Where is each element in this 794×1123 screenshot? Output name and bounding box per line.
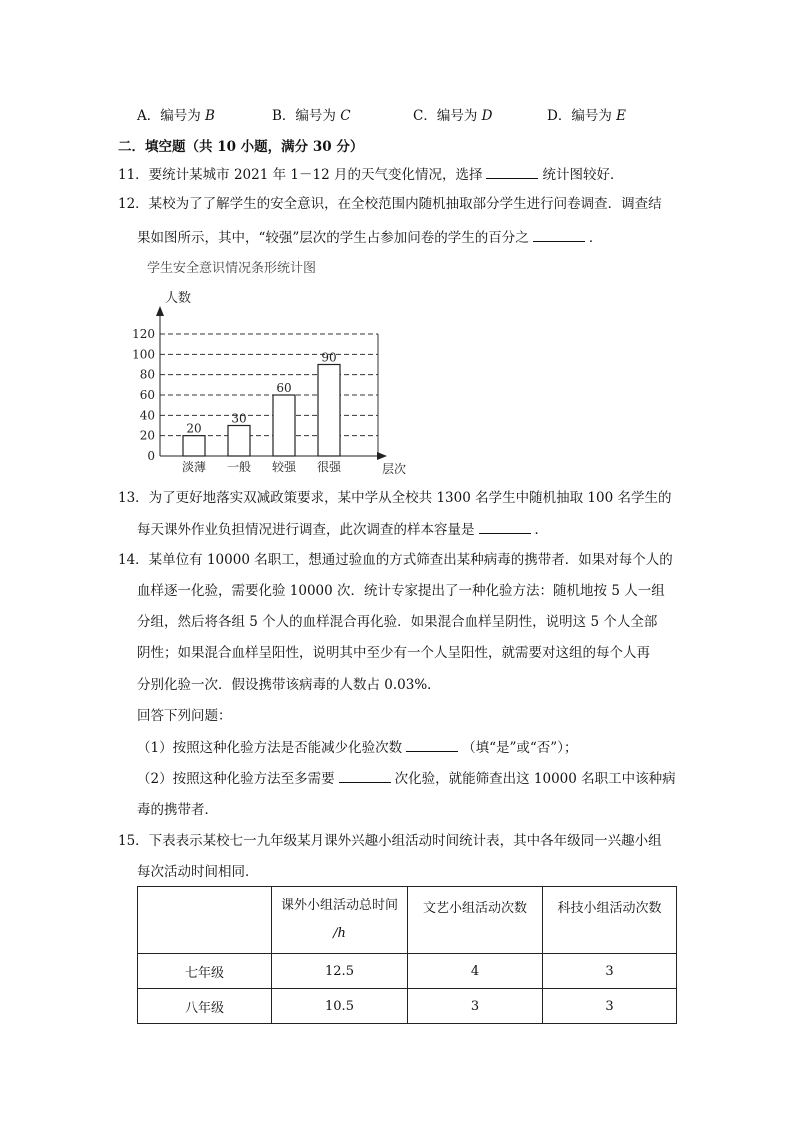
bar-一般 [228,426,250,457]
table-header-cell: 文艺小组活动次数 [408,887,543,954]
y-tick-label: 100 [132,347,155,362]
q14-sub1-blank[interactable] [406,737,458,752]
y-tick-label: 0 [147,449,155,463]
question-13-line2 [137,519,548,540]
bar-较强 [273,395,295,456]
q11-text-before: 11．要统计某城市 2021 年 1－12 月的天气变化情况，选择 [118,167,483,183]
table-cell: 3 [408,989,543,1024]
section-title: 二．填空题（共 10 小题，满分 30 分） [118,139,364,155]
option-b-label: B．编号为 [272,108,341,124]
x-tick-label: 很强 [316,460,342,474]
table-cell: 3 [543,954,677,989]
activity-table [137,886,677,1024]
table-row [138,989,677,1024]
option-a-var: B [205,108,215,124]
q14-sub1-after: （填“是”或“否”）； [462,740,578,756]
question-11 [118,164,623,185]
q12-text-after: ． [588,230,603,246]
bar-chart [132,256,420,478]
q14-sub2-before: （2）按照这种化验方法至多需要 [137,771,335,787]
bar-value-label: 20 [186,421,202,436]
x-tick-label: 较强 [271,460,297,474]
question-14-sub1 [137,737,577,758]
q14-sub2-blank[interactable] [339,768,391,783]
option-b-var: C [340,108,351,124]
header-unit: /h [333,926,346,941]
option-b [272,104,351,124]
q13-answer-blank[interactable] [479,519,531,534]
table-header-cell: 科技小组活动次数 [543,887,677,954]
bar-value-label: 30 [231,411,247,426]
y-tick-label: 80 [139,367,155,382]
table-cell: 4 [408,954,543,989]
option-c [413,104,492,124]
y-tick-label: 20 [139,428,155,443]
x-axis-arrow [377,452,387,460]
question-14-sub2-line2: 毒的携带者． [137,802,218,818]
table-cell: 七年级 [138,954,272,989]
bar-value-label: 90 [321,350,337,365]
question-12-line1: 12．某校为了了解学生的安全意识，在全校范围内随机抽取部分学生进行问卷调查．调查结 [118,196,662,212]
q13-text-before: 每天课外作业负担情况进行调查，此次调查的样本容量是 [137,522,475,538]
question-14-prompt: 回答下列问题： [137,708,232,724]
table-cell: 12.5 [272,954,408,989]
option-a [137,104,215,124]
table-cell: 3 [543,989,677,1024]
table-row [138,954,677,989]
option-d-label: D．编号为 [547,108,617,124]
q11-answer-blank[interactable] [486,164,538,179]
x-tick-label: 淡薄 [181,460,207,474]
y-axis-label: 人数 [165,291,192,306]
chart-title: 学生安全意识情况条形统计图 [147,261,317,276]
question-13-line1: 13．为了更好地落实双减政策要求，某中学从全校共 1300 名学生中随机抽取 100 名学生的 [118,490,672,506]
option-d-var: E [616,108,626,124]
option-a-label: A．编号为 [137,108,206,124]
question-14-line3: 分组，然后将各组 5 个人的血样混合再化验．如果混合血样呈阴性，说明这 5 个人全部 [137,614,658,630]
x-tick-label: 一般 [226,460,252,474]
q12-answer-blank[interactable] [533,227,585,242]
y-axis-arrow [156,306,164,316]
option-c-var: D [481,108,493,124]
question-14-line5: 分别化验一次．假设携带该病毒的人数占 0.03%． [137,677,441,693]
table-cell: 10.5 [272,989,408,1024]
q14-sub2-after: 次化验，就能筛查出这 10000 名职工中该种病 [394,771,676,787]
q13-text-after: ． [534,522,548,538]
header-total-time: 课外小组活动总时间 [280,898,398,913]
q14-sub1-before: （1）按照这种化验方法是否能减少化验次数 [137,740,403,756]
q12-text-before: 果如图所示，其中，“较强”层次的学生占参加问卷的学生的百分之 [137,230,529,246]
y-tick-label: 40 [139,408,155,423]
question-12-line2 [137,227,602,248]
bar-很强 [318,365,340,457]
question-14-line4: 阴性；如果混合血样呈阳性，说明其中至少有一个人呈阳性，就需要对这组的每个人再 [137,645,650,661]
option-d [547,104,626,124]
question-14-sub2 [137,768,676,789]
question-15-line1: 15．下表表示某校七一九年级某月课外兴趣小组活动时间统计表，其中各年级同一兴趣小组 [118,833,662,849]
table-header-cell [272,887,408,954]
question-14-line1: 14．某单位有 10000 名职工，想通过验血的方式筛查出某种病毒的携带者．如果对每个人的 [118,552,673,568]
y-tick-label: 60 [139,388,155,402]
table-cell: 八年级 [138,989,272,1024]
question-15-line2: 每次活动时间相同． [137,864,259,880]
y-tick-label: 120 [132,327,155,341]
bar-value-label: 60 [276,381,292,395]
x-axis-label: 层次 [382,462,407,476]
bar-淡薄 [183,436,205,456]
table-header-row [138,887,677,954]
table-header-cell [138,887,272,954]
option-c-label: C．编号为 [413,108,482,124]
q11-text-after: 统计图较好． [542,167,624,183]
question-14-line2: 血样逐一化验，需要化验 10000 次．统计专家提出了一种化验方法：随机地按 5 人一组 [137,583,665,599]
